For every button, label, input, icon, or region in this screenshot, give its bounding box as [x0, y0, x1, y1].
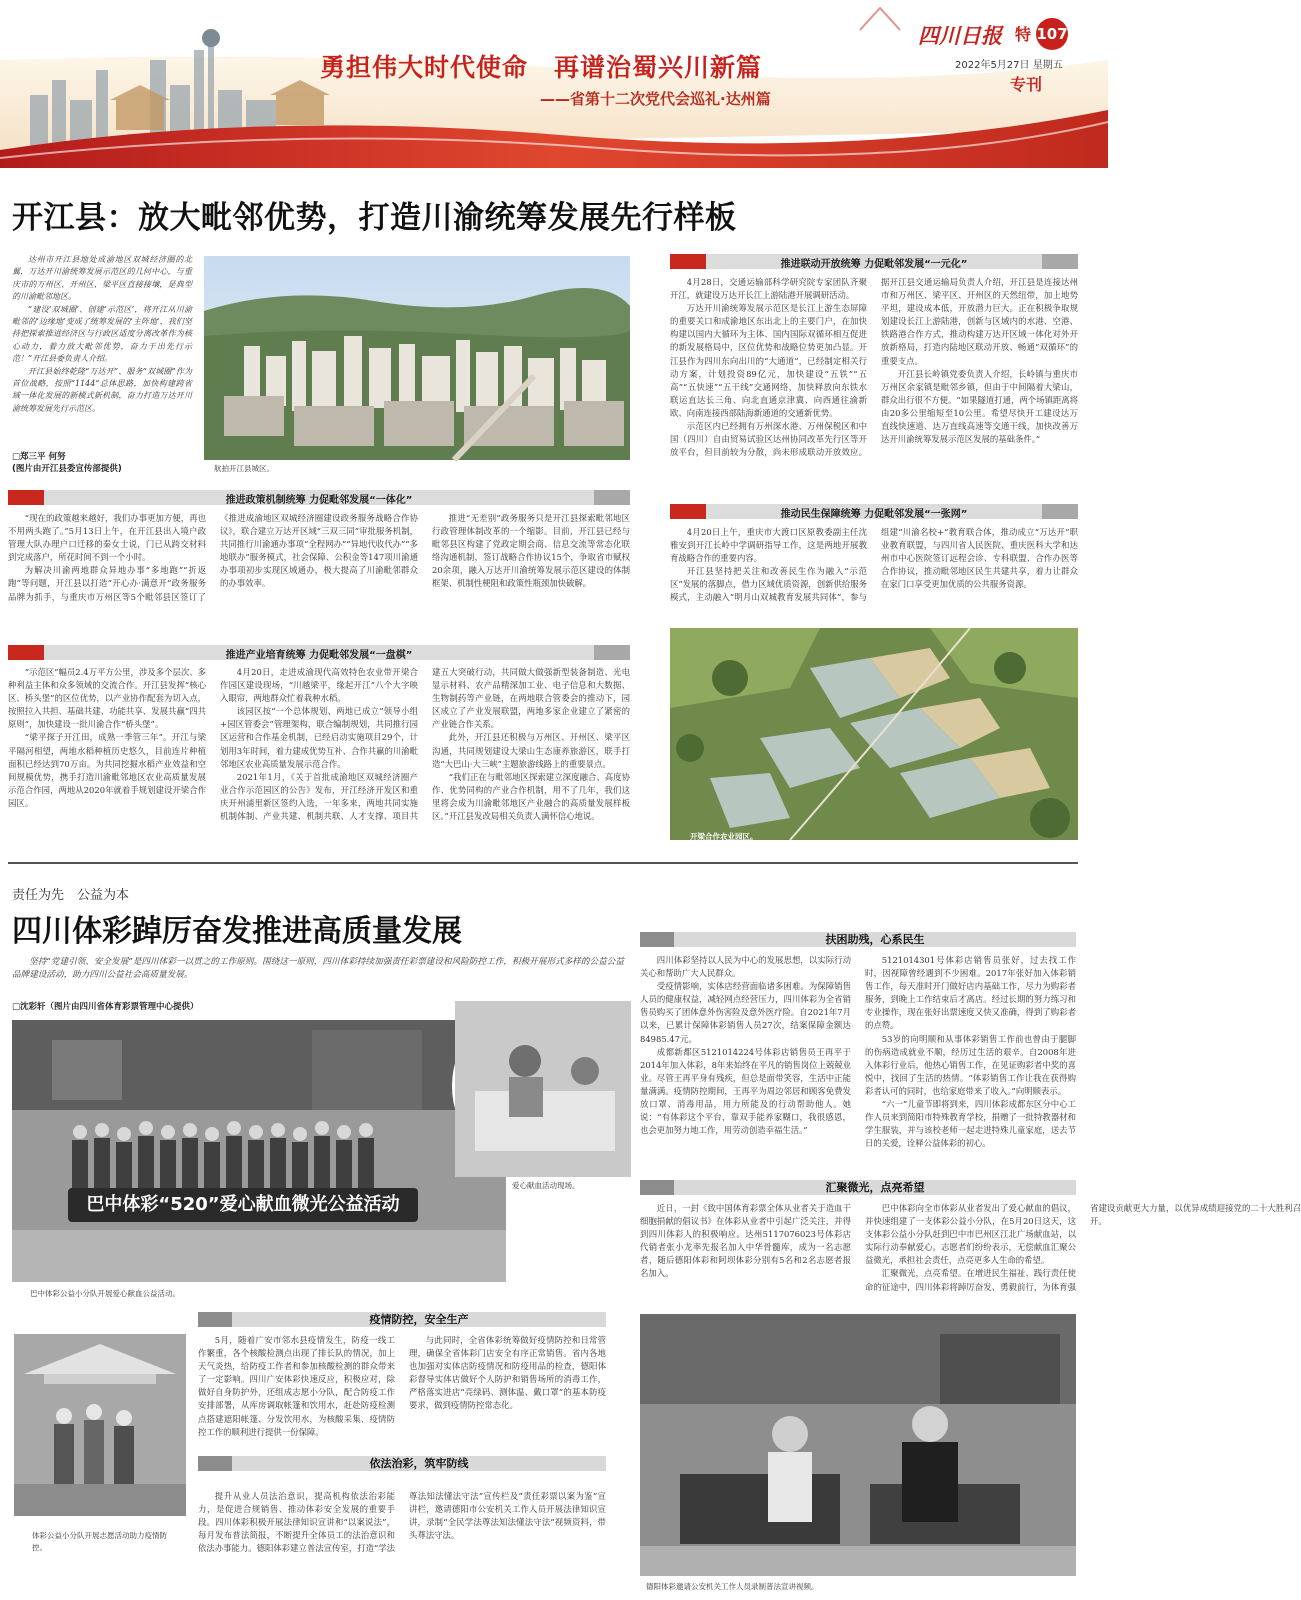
article1-s3-p4: 开江县长岭镇党委负责人介绍，长岭镇与重庆市万州区余家镇是毗邻乡镇，但由于中间隔着大梁山，群众出行很不方便。“如果隧道打通，两个场镇距离将由20多公里缩短至10公里。希望尽快开工建设达万直线快速道、达万直线高速等交通干线，加快改善万达开川渝统筹发展示范区发展的基础条件。”	[881, 368, 1078, 445]
article1-lead-p1: 达州市开江县地处成渝地区双城经济圈的北翼，万达开川渝统筹发展示范区的几何中心，与重庆市的万州区、开州区、梁平区直接接壤，是典型的川渝毗邻地区。	[12, 255, 192, 302]
blood-donation-group-photo	[12, 1020, 506, 1282]
blood-donation-group-image	[12, 1020, 506, 1282]
article1-s2-p3: 4月20日，走进成渝现代高效特色农业带开梁合作园区建设现场，“川越梁平，缘起开江”八个大字映入眼帘，两地群众忙着栽种水稻。	[220, 667, 418, 704]
article2-s2-p3: 汇聚微光，点亮希望。在增进民生福祉、践行责任使命的征途中，四川体彩将踔厉奋发、勇毅前行，为体育强省建设贡献更大力量，以优异成绩迎接党的二十大胜利召开。	[865, 1203, 1301, 1292]
city-aerial-caption: 航拍开江县城区。	[214, 464, 274, 473]
article2-s3-p1: 5月，随着广安市邻水县疫情发生，防疫一线工作繁重，各个核酸检测点出现了排长队的情况，加上天气炎热，给防疫工作者和参加核酸检测的群众带来了一定影响。四川广安体彩快速反应，积极应对，除做好自身防护外，还组成志愿小分队，配合防疫工作安排部署，从库房调取帐篷和饮用水，赶赴防疫检测点搭建遮阳帐篷、分发饮用水，为核酸采集、疫情防控工作的顺利进行提供一份保障。	[198, 1335, 395, 1437]
article1-section2-text	[8, 666, 630, 844]
legal-education-image	[640, 1314, 1076, 1576]
farmland-caption: 开梁合作农业园区。	[690, 832, 758, 841]
article1-s3-p2: 万达开川渝统筹发展示范区是长江上游生态屏障的重要关口和成渝地区东出北上的主要门户，在加快构建以国内大循环为主体、国内国际双循环相互促进的新发展格局中，区位优势和战略位势更加凸显。开江县作为四川东向出川的“大通道”，已经制定相关行动方案，计划投资89亿元，加快建设“五铁”“五高”“五快速”“五干线”交通网络，加快释放向东铁水联运直达长三角、向北直通京津冀、向西通往渝新欧、向南连接西部陆海新通道的交通新优势。	[670, 303, 867, 418]
article1-s1-p3: 推进“无差别”政务服务只是开江县探索毗邻地区行政管理体制改革的一个缩影。目前，开江县已经与毗邻县区构建了党政定期会商、信息交流等常态化联络沟通机制，签订战略合作协议15个，争取省市赋权20余项，融入万达开川渝统筹发展示范区建设的体制框架、机制性梗阻和政策性瓶颈加快破解。	[432, 513, 630, 589]
article1-s3-p1: 4月28日，交通运输部科学研究院专家团队齐聚开江，就建设万达开长江上游陆港开展调研活动。	[670, 277, 867, 301]
article2-s2-p2: 巴中体彩向全市体彩从业者发出了爱心献血的倡议，并快速组建了一支体彩公益小分队，在5月20日这天，这支体彩公益小分队赶到巴中市巴州区江北广场献血站，以实际行动奉献爱心。志愿者们纷纷表示，无偿献血汇聚公益微光，承担社会责任，点亮更多人生命的希望。	[865, 1203, 1076, 1266]
article2-section2-bar	[640, 1180, 1076, 1195]
article1-section3-bar	[670, 254, 1078, 269]
city-aerial-image	[204, 256, 630, 460]
blood-donation-group-caption: 巴中体彩公益小分队开展爱心献血公益活动。	[30, 1289, 180, 1298]
article1-s2-p7: “我们正在与毗邻地区探索建立深度融合、高度协作、优势同构的产业合作机制，用不了几年，我们这里将会成为川渝毗邻地区产业融合的高质量发展样板区。”开江县发改局相关负责人满怀信心地说。	[432, 771, 630, 822]
masthead-sub-title: ——省第十二次党代会巡礼·达州篇	[540, 90, 771, 108]
article2-lead-p: 坚持“党建引领、安全发展”是四川体彩一以贯之的工作原则。围绕这一原则，四川体彩持续加强责任彩票建设和风险防控工作，积极开展形式多样的公益公益品牌建设活动，助力四川公益社会高质量发展。	[12, 957, 624, 981]
epidemic-volunteer-caption: 体彩公益小分队开展志愿活动助力疫情防控。	[32, 1531, 167, 1552]
article1-byline: □郑三平 何努	[12, 452, 66, 462]
article2-headline: 四川体彩踔厉奋发推进高质量发展	[12, 914, 462, 949]
article1-section3-title: 推进联动开放统筹 力促毗邻发展“一元化”	[780, 259, 968, 270]
article2-s2-p1: 近日，一封《致中国体育彩票全体从业者关于造血干细胞捐献的倡议书》在体彩从业者中引起广泛关注，并得到四川体彩人的积极响应。达州5117076023号体彩店代销者张小龙率先报名加入中华骨髓库，成为一名志愿者，随后德阳体彩和阿坝体彩分别有5名和2名志愿者报名加入。	[640, 1203, 851, 1279]
article2-s4-p1: 提升从业人员法治意识，提高机构依法治彩能力，是促进合规销售、推动体彩安全发展的重要手段。四川体彩积极开展法律知识宣讲和“以案说法”，每月发布普法简报，不断提升全体员工的法治意识和依法办事能力。德阳体彩建立普法宣传室，打造“学法尊法知法懂法守法”宣传栏及“责任彩票以案为鉴”宣讲栏，邀请德阳市公安机关工作人员开展法律知识宣讲，录制“全民学法尊法知法懂法守法”视频资料，带头尊法守法。	[198, 1491, 606, 1554]
article2-s1-p5: 53岁的向明顺和从事体彩销售工作前也曾由于腿脚的伤病造成就业不顺，经历过生活的艰辛。自2008年进入体彩行业后，他热心销售工作，在见证购彩者中奖的喜悦中，找回了生活的热情。“体彩销售工作让我在获得购彩者认可的同时，也给家庭带来了收入。”向明顺表示。	[865, 1033, 1076, 1096]
article1-s2-p6: 此外，开江县还积极与万州区、开州区、梁平区沟通，共同规划建设大梁山生态康养旅游区，联手打造“大巴山·大三峡”主题旅游线路上的重要景点。	[432, 732, 630, 769]
article1-s3-p3: 示范区内已经拥有万州深水港、万州保税区和中国（四川）自由贸易试验区达州协同改革先行区等开放平台，但目前较为分散，尚未形成联动开放效应。据开江县交通运输局负责人介绍，开江县是连接达州市和万州区、梁平区、开州区的天然纽带，加上地势平坦，建设成本低，开放潜力巨大。正在积极争取规划建设长江上游陆港，创新与区域内的水港、空港、铁路港合作方式，推动构建万达开区域一体化对外开放新格局，打造内陆地区联动开放、畅通“双循环”的重要支点。	[670, 277, 1078, 458]
legal-education-photo	[640, 1314, 1076, 1576]
article2-kicker: 责任为先 公益为本	[12, 888, 130, 903]
article2-section3-text	[198, 1334, 606, 1446]
blood-donation-banner-text: 巴中体彩“520”爱心献血微光公益活动	[86, 1194, 400, 1215]
issue-date: 2022年5月27日 星期五	[955, 60, 1063, 71]
article1-section1-bar	[8, 490, 630, 505]
article2-section4-bar	[198, 1456, 606, 1471]
article2-section3-bar	[198, 1312, 606, 1327]
article1-lead	[12, 254, 192, 414]
article1-lead-p2: “建设‘双城圈’、创建‘示范区’，将开江从川渝毗邻的‘边缘地’变成了统筹发展的‘主阵地’，我们坚持把探索推进经济区与行政区适度分离改革作为核心动力，着力放大毗邻优势，奋力干出先行示范！”开江县委负责人介绍。	[12, 304, 192, 364]
article1-s1-p1: “现在的政策越来越好，我们办事更加方便，再也不用两头跑了。”5月13日上午，在开江县出入境户政管理大队办理户口迁移的秦女士说，门已从跨交材料到完成落户，所花时间不到一个小时。	[8, 513, 206, 563]
article2-s1-p4: 5121014301号体彩店销售员张好，过去找工作时，因视障曾经遇到不少困难。2017年张好加入体彩销售工作，每天准时开门做好店内基础工作，尽力为购彩者服务，到晚上工作结束后才离店。经过长期的努力练习和专业操作，现在张好出票速度又快又准确，得到了购彩者的点赞。	[865, 955, 1076, 1031]
article2-s1-p2: 受疫情影响，实体店经营面临诸多困难。为保障销售人员的健康权益，减轻网点经营压力，四川体彩为全省销售员购买了团体意外伤害险及意外医疗险。自2021年7月以来，已累计保障体彩销售人员27次，结案保障金额达84985.47元。	[640, 981, 851, 1044]
article1-section3-text	[670, 276, 1078, 494]
article1-section4-text	[670, 526, 1078, 618]
epidemic-volunteer-image	[14, 1334, 186, 1516]
article2-s1-p1: 四川体彩坚持以人民为中心的发展思想，以实际行动关心和帮助广大人民群众。	[640, 955, 851, 979]
article1-section4-title: 推动民生保障统筹 力促毗邻发展“一张网”	[780, 509, 968, 520]
blood-donation-banner	[68, 1188, 418, 1222]
article2-s1-p6: “六一”儿童节即将到来，四川体彩成都东区分中心工作人员来到简阳市特殊教育学校，捐赠了一批特教器材和学生服装，并与该校老师一起走进特殊儿童家庭，送去节日的关爱，诠释公益体彩的初心。	[865, 1099, 1076, 1149]
legal-education-caption: 德阳体彩邀请公安机关工作人员录制普法宣讲视频。	[646, 1582, 819, 1591]
article-divider	[8, 862, 1078, 864]
article1-s4-p1: 4月20日上午，重庆市大渡口区原教委副主任沈雅安到开江长岭中学调研指导工作，这是两地开展教育战略合作的重要内容。	[670, 527, 867, 564]
article1-s2-p5: 2021年1月，《关于首批成渝地区双城经济圈产业合作示范园区的公告》发布，开江经济开发区和重庆开州浦里新区签约入选，一年多来，两地共同实施机制体制、产业共建、机制共联、人才支撑、项目共建五大突破行动，共同做大做强新型装备制造、光电显示材料、农产品精深加工业、电子信息和大数据、生物制药等产业链，在两地联合管委会的推动下，园区成立了产业发展联盟，两地多家企业建立了紧密的产业链合作关系。	[220, 667, 630, 822]
article2-byline: □沈彩轩（图片由四川省体育彩票管理中心提供）	[12, 1002, 199, 1012]
blood-donation-inset-photo	[452, 998, 628, 1174]
special-edition-label: 专刊	[1010, 75, 1043, 94]
article1-s1-p2: 为解决川渝两地群众异地办事“多地跑”“折返跑”等问题，开江县以打造“开心办·满意开”政务服务品牌为抓手，与重庆市万州区等5个毗邻县区签订了《推进成渝地区双城经济圈建设政务服务战略合作协议》，联合建立万达开区域“三双三同”审批服务机制，共同推行川渝通办事项“全程网办”“异地代收代办”“多地联办”服务模式，社会保障、公积金等147项川渝通办事项初步实现区域通办，极大提高了川渝毗邻群众的办事效率。	[8, 513, 418, 602]
epidemic-volunteer-photo	[14, 1334, 186, 1516]
article1-s2-p4: 该园区按“一个总体规划、两地已成立”领导小组+园区管委会”管理架构，联合编制规划，共同推行园区运营和合作基金机制，已经启动实施项目29个，计划用3年时间，着力建成优势互补、合作共赢的川渝毗邻地区农业高质量发展示范合作。	[220, 706, 418, 769]
article2-section1-text	[640, 954, 1076, 1166]
blood-donation-inset-image	[455, 1001, 631, 1177]
article2-section4-text	[198, 1490, 606, 1592]
city-aerial-photo	[204, 256, 630, 460]
article2-section4-title: 依法治彩，筑牢防线	[369, 1457, 469, 1470]
farmland-aerial-photo	[670, 628, 1078, 840]
article1-s4-p2: 开江县坚持把关注和改善民生作为融入“示范区”发展的落脚点，借力区域优质资源，创新供给服务模式，主动融入“明月山双城教育发展共同体”，参与组建“川渝名校+”教育联合体，推动成立“万达开”职业教育联盟，与四川省人民医院、重庆医科大学和达州市中心医院签订远程会诊、专科联盟、合作办医等合作协议，推动毗邻地区民生共建共享，着力让群众在家门口享受更加优质的公共服务资源。	[670, 527, 1078, 603]
page-number: 107	[1036, 25, 1068, 43]
article2-s3-p2: 与此同时，全省体彩统筹做好疫情防控和日常管理，确保全省体彩门店安全有序正常销售。省内各地也加强对实体店防疫情况和防疫用品的检查，德阳体彩督导实体店做好个人防护和销售场所的消毒工作，严格落实进店“亮绿码、测体温、戴口罩”的基本防疫要求，做到疫情防控常态化。	[409, 1335, 606, 1411]
article2-section2-text	[640, 1202, 1301, 1306]
article1-s2-p2: “梁平探子开江田，成熟一季管三年”。开江与梁平隔河相望，两地水稻种植历史悠久，目前连片种植面积已经达到70万亩。为共同挖掘水稻产业效益和空间规模优势，携手打造川渝毗邻地区农业高质量发展示范合作园，两地从2020年就着手规划建设开梁合作园区。	[8, 732, 206, 808]
article1-headline: 开江县：放大毗邻优势，打造川渝统筹发展先行样板	[12, 200, 737, 236]
article1-section2-title: 推进产业培育统筹 力促毗邻发展“一盘棋”	[225, 650, 413, 661]
paper-name: 四川日报	[918, 23, 1002, 48]
article2-section3-title: 疫情防控，安全生产	[369, 1313, 469, 1326]
farmland-aerial-image	[670, 628, 1078, 840]
page-number-badge	[1036, 18, 1068, 50]
article2-section1-title: 扶困助残，心系民生	[825, 933, 925, 946]
article1-section4-bar	[670, 504, 1078, 519]
masthead-main-title: 勇担伟大时代使命 再谱治蜀兴川新篇	[320, 53, 763, 82]
masthead	[0, 0, 1108, 168]
article2-section2-title: 汇聚微光，点亮希望	[825, 1181, 925, 1194]
article2-s1-p3: 成都新都区5121014224号体彩店销售员王再平于2014年加入体彩，8年来始终在平凡的销售岗位上兢兢业业。尽管王再平身有残疾，但总是面带笑容，生活中正能量满满。疫情防控期间，王再平为周边邻居和顾客免费发放口罩、消毒用品，用力所能及的行动帮助他人。她说：“有体彩这个平台，靠双手能养家糊口，我很感恩，也会更加努力地工作，用劳动创造幸福生活。”	[640, 1046, 851, 1136]
article2-lead	[12, 956, 624, 994]
article2-section1-bar	[640, 932, 1076, 947]
article1-s2-p1: “示范区”幅员2.4万平方公里，涉及多个层次、多种利益主体和众多领域的交流合作。开江县发挥“核心区、桥头堡”的区位优势，以产业协作配套为切入点，按照拉入共担、基础共建、功能共享、发展共赢“四共原则”，加快建设一批川渝合作“桥头堡”。	[8, 667, 206, 730]
article1-lead-p3: 开江县始终乾隆“万达开”、服务“双城圈”作为首位战略，按照“1144”总体思路，加快构建跨省域一体化发展的新模式新机制，奋力打造万达开川渝统筹发展先行示范区。	[12, 366, 192, 413]
blood-donation-inset-caption: 爱心献血活动现场。	[512, 1181, 580, 1190]
article1-photo-credit: (图片由开江县委宣传部提供)	[12, 464, 122, 474]
te-label: 特	[1015, 25, 1032, 44]
article1-section1-text	[8, 512, 630, 636]
article1-section1-title: 推进政策机制统筹 力促毗邻发展“一体化”	[225, 495, 413, 506]
article1-section2-bar	[8, 645, 630, 660]
